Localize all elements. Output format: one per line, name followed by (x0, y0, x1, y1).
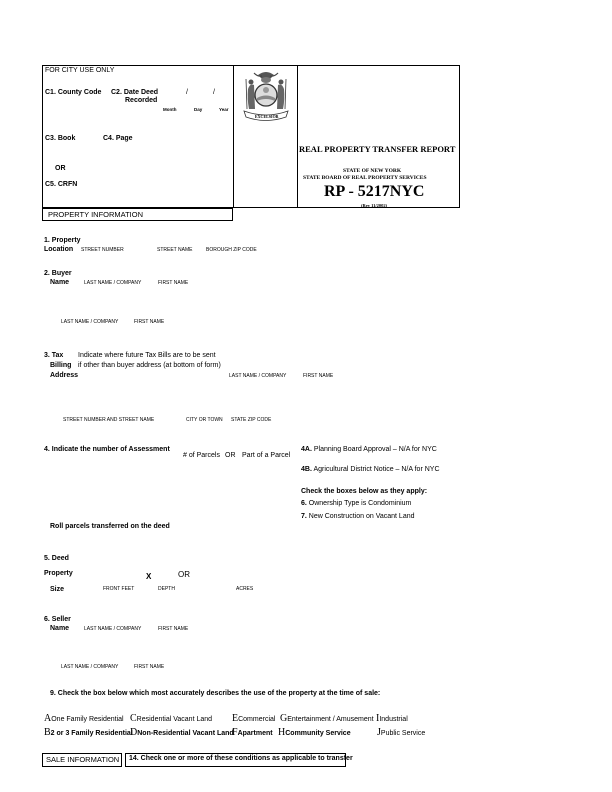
c2-date-deed-label: C2. Date Deed (111, 89, 159, 96)
s4a-planning-board (301, 446, 437, 453)
use-code-h-label: Community Service (285, 730, 351, 737)
s1-property-label: 1. Property (44, 237, 81, 244)
use-code-c-label: Residential Vacant Land (136, 716, 213, 723)
use-code-a-label: One Family Residential (51, 716, 124, 723)
use-code-f-label: Apartment (237, 730, 273, 737)
c3-book-label: C3. Book (45, 135, 76, 142)
seller-last-name-2: LAST NAME / COMPANY (61, 664, 119, 670)
use-code-d-letter: D (130, 727, 138, 738)
s4-assessment-label: 4. Indicate the number of Assessment (44, 446, 170, 453)
s7-label: New Construction on Vacant Land (306, 513, 415, 520)
property-information-title: PROPERTY INFORMATION (48, 210, 144, 219)
s1-borough-zip: BOROUGH ZIP CODE (206, 247, 257, 253)
s1-location-label: Location (44, 246, 74, 253)
s2-last-name-1: LAST NAME / COMPANY (84, 280, 142, 286)
s14-conditions-label: 14. Check one or more of these conditions as applicable to transfer (129, 755, 353, 762)
use-code-j[interactable] (377, 727, 425, 738)
s4-parcels: # of Parcels (183, 452, 220, 459)
s3-note-1: Indicate where future Tax Bills are to be sent (78, 352, 216, 359)
s3-first-name: FIRST NAME (303, 373, 334, 379)
state-board: STATE BOARD OF REAL PROPERTY SERVICES (303, 175, 427, 181)
use-code-h-letter: H (278, 727, 286, 738)
s5-acres: ACRES (236, 586, 254, 592)
s6-number: 6. (301, 500, 307, 507)
use-code-f[interactable] (232, 727, 273, 738)
c2-recorded-label: Recorded (125, 97, 158, 104)
s4b-number: 4B. (301, 466, 312, 473)
s4-part-of-parcel: Part of a Parcel (242, 452, 291, 459)
check-boxes-instruction: Check the boxes below as they apply: (301, 488, 428, 495)
use-code-e[interactable] (232, 713, 275, 724)
or-label: OR (55, 165, 66, 172)
s2-first-name-2: FIRST NAME (134, 319, 165, 325)
use-code-g[interactable] (280, 713, 374, 724)
sale-information-title: SALE INFORMATION (46, 755, 120, 764)
use-code-c-letter: C (130, 713, 137, 724)
s3-tax-label: 3. Tax (44, 352, 64, 359)
s4b-label: Agricultural District Notice – N/A for NYC (311, 466, 440, 473)
s5-deed-label: 5. Deed (44, 555, 69, 562)
use-code-d[interactable] (130, 727, 234, 738)
s2-buyer-label: 2. Buyer (44, 270, 72, 277)
seller-label: 6. Seller (44, 616, 71, 623)
use-code-f-letter: F (232, 727, 238, 738)
month-label: Month (163, 107, 177, 112)
s3-last-name: LAST NAME / COMPANY (229, 373, 287, 379)
s4a-label: Planning Board Approval – N/A for NYC (311, 446, 437, 453)
use-code-a-letter: A (44, 713, 52, 724)
use-code-h[interactable] (278, 727, 351, 738)
year-label: Year (219, 107, 229, 112)
use-code-b-letter: B (44, 727, 51, 738)
s2-first-name-1: FIRST NAME (158, 280, 189, 286)
s4-roll-parcels: Roll parcels transferred on the deed (50, 523, 170, 530)
ny-state-seal (236, 67, 296, 129)
s5-size-label: Size (50, 586, 65, 593)
use-code-e-letter: E (232, 713, 239, 724)
state-of-ny: STATE OF NEW YORK (343, 168, 402, 174)
s5-front-feet: FRONT FEET (103, 586, 135, 592)
use-code-g-label: Entertainment / Amusement (287, 716, 374, 723)
header-divider-1 (233, 65, 234, 208)
s4-or: OR (225, 452, 236, 459)
s1-street-name: STREET NAME (157, 247, 193, 253)
use-code-a[interactable] (44, 713, 124, 724)
use-code-b[interactable] (44, 727, 133, 738)
s1-street-number: STREET NUMBER (81, 247, 124, 253)
form-revision: (Rev 11/2002) (361, 203, 388, 208)
s7-new-construction (301, 513, 415, 520)
header-divider-2 (297, 65, 298, 208)
s9-instruction: 9. Check the box below which most accurately describes the use of the property at the time of sale: (50, 690, 381, 697)
s3-state-zip: STATE ZIP CODE (231, 417, 272, 423)
s5-x-separator: X (146, 572, 152, 581)
s3-billing-label: Billing (50, 362, 72, 369)
use-code-d-label: Non-Residential Vacant Land (137, 730, 234, 737)
seller-last-name-1: LAST NAME / COMPANY (84, 626, 142, 632)
s2-last-name-2: LAST NAME / COMPANY (61, 319, 119, 325)
use-code-b-label: 2 or 3 Family Residential (50, 730, 133, 737)
s5-depth: DEPTH (158, 586, 175, 592)
s3-city: CITY OR TOWN (186, 417, 223, 423)
report-title: REAL PROPERTY TRANSFER REPORT (299, 144, 456, 154)
use-code-j-letter: J (377, 727, 381, 738)
s4a-number: 4A. (301, 446, 312, 453)
s6-label: Ownership Type is Condominium (306, 500, 412, 507)
day-label: Day (194, 107, 203, 112)
c4-page-label: C4. Page (103, 135, 133, 142)
s6-condominium (301, 500, 411, 507)
c1-county-code-label: C1. County Code (45, 89, 102, 96)
use-code-i-label: Industrial (379, 716, 408, 723)
use-code-e-label: Commercial (238, 716, 276, 723)
s4b-agricultural (301, 466, 440, 473)
use-code-c[interactable] (130, 713, 212, 724)
use-code-i[interactable] (376, 713, 408, 724)
c5-crfn-label: C5. CRFN (45, 181, 78, 188)
date-slash-1: / (186, 89, 188, 96)
seal-motto: EXCELSIOR (255, 114, 279, 119)
s5-or: OR (178, 570, 190, 579)
seller-name-label: Name (50, 625, 70, 632)
seller-first-name-2: FIRST NAME (134, 664, 165, 670)
s2-name-label: Name (50, 279, 70, 286)
for-city-use-label: FOR CITY USE ONLY (45, 67, 115, 74)
s3-street: STREET NUMBER AND STREET NAME (63, 417, 155, 423)
seller-first-name-1: FIRST NAME (158, 626, 189, 632)
s5-property-label: Property (44, 570, 73, 577)
s3-note-2: if other than buyer address (at bottom of form) (78, 362, 221, 369)
form-number: RP - 5217NYC (324, 183, 425, 200)
date-slash-2: / (213, 89, 215, 96)
use-code-i-letter: I (376, 713, 380, 724)
use-code-g-letter: G (280, 713, 288, 724)
s3-address-label: Address (50, 372, 79, 379)
use-code-j-label: Public Service (380, 730, 426, 737)
s7-number: 7. (301, 513, 307, 520)
